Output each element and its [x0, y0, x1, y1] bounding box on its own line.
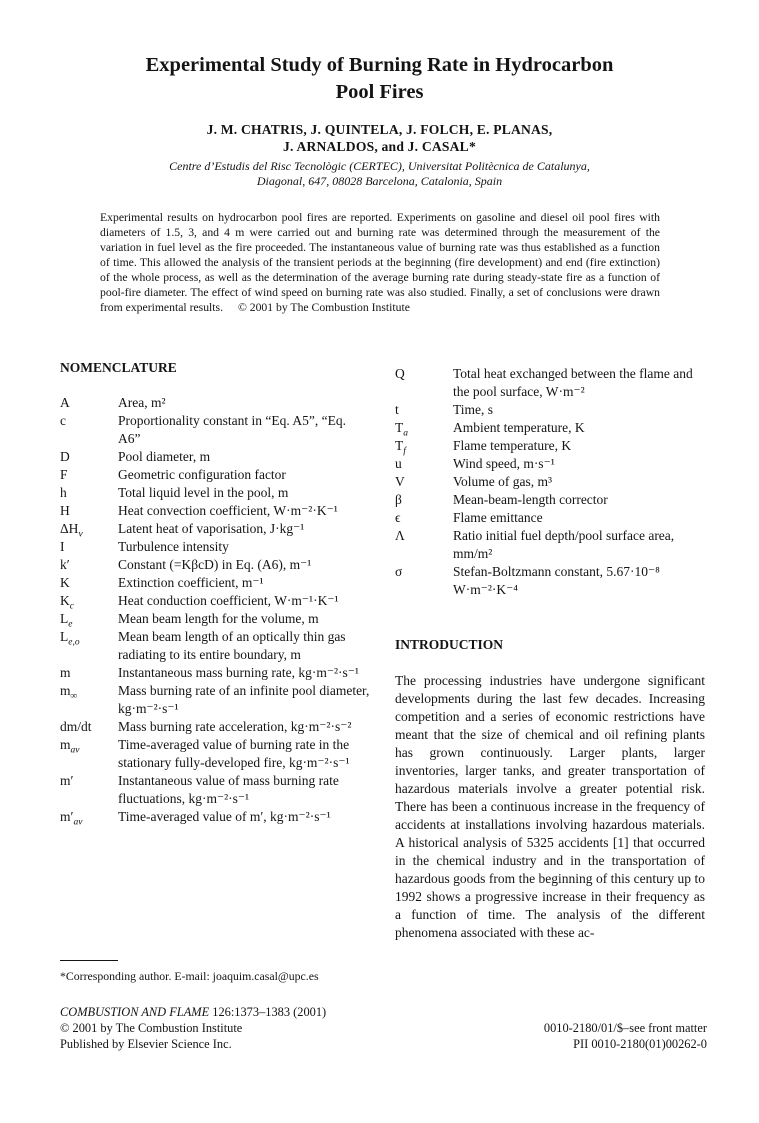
symbol: m′ — [60, 773, 74, 788]
definition: Mass burning rate acceleration, kg·m⁻²·s⁻² — [118, 719, 352, 734]
definition: Proportionality constant in “Eq. A5”, “Eq. A6” — [118, 413, 346, 446]
pii-line: PII 0010-2180(01)00262-0 — [573, 1037, 707, 1051]
definition: Total heat exchanged between the flame and the pool surface, W·m⁻² — [453, 366, 693, 399]
symbol: $\Delta H_v$ — [60, 521, 83, 540]
definition: Mean beam length of an optically thin gas radiating to its entire boundary, m — [118, 629, 346, 662]
journal-citation — [60, 1004, 326, 1020]
introduction-heading: INTRODUCTION — [395, 637, 504, 652]
symbol: m — [60, 665, 71, 680]
journal-volume-pages: 126:1373–1383 (2001) — [209, 1005, 327, 1019]
definition: Instantaneous value of mass burning rate fluctuations, kg·m⁻²·s⁻¹ — [118, 773, 339, 806]
page-title — [0, 0, 759, 106]
abstract-text: Experimental results on hydrocarbon pool fires are reported. Experiments on gasoline and diesel oil pool fires with diameters of 1.5, 3, and 4 m were carried out and burning rate was determined through the measurement of the variation in fuel level as the fire proceeded. The instantaneous value of burning rate was thus established as a function of time. This allowed the analysis of the transient periods at the beginning (fire development) and end (fire extinction) of the whole process, as well as the determination of the average burning rate during steady-state fire as a function of pool-fire diameter. The effect of wind speed on burning rate was also studied. Finally, a set of conclusions were drawn from experimental results. — [100, 211, 660, 314]
nomenclature-entry — [395, 455, 705, 473]
nomenclature-entry — [60, 556, 370, 574]
definition: Instantaneous mass burning rate, kg·m⁻²·s⁻¹ — [118, 665, 359, 680]
publisher-line: Published by Elsevier Science Inc. — [60, 1037, 232, 1051]
definition: Turbulence intensity — [118, 539, 229, 554]
nomenclature-entry — [60, 682, 370, 718]
symbol: I — [60, 539, 65, 554]
journal-name: COMBUSTION AND FLAME — [60, 1005, 210, 1019]
definition: Pool diameter, m — [118, 449, 211, 464]
nomenclature-entry — [60, 520, 370, 538]
title-line-2: Pool Fires — [335, 81, 424, 103]
journal-info — [60, 1004, 326, 1052]
two-column-body — [60, 359, 759, 942]
authors-line-1: J. M. CHATRIS, J. QUINTELA, J. FOLCH, E. PLANAS, — [206, 122, 553, 137]
definition: Time-averaged value of burning rate in the stationary fully-developed fire, kg·m⁻²·s⁻¹ — [118, 737, 350, 770]
symbol: t — [395, 402, 399, 417]
definition: Wind speed, m·s⁻¹ — [453, 456, 555, 471]
introduction-paragraph: The processing industries have undergone significant developments during the last few decades. Increasing competition and a series of economic restrictions have meant that the size of chemical and oil refining plants has grown continuously. Larger plants, larger inventories, larger tanks, and greater transportation of hazardous materials involve a greater potential risk. There has been a continuous increase in the frequency of accidents at installations involving hazardous materials. A historical analysis of 5325 accidents [1] that occurred in the chemical industry and in the transportation of hazardous goods from the beginning of this century up to 1992 shows a progressive increase in their frequency as a function of time. The analysis of the different phenomena associated with these ac- — [395, 673, 705, 940]
definition: Extinction coefficient, m⁻¹ — [118, 575, 264, 590]
title-line-1: Experimental Study of Burning Rate in Hydrocarbon — [145, 54, 614, 76]
nomenclature-list-left — [60, 394, 370, 826]
left-column — [60, 359, 370, 942]
symbol: D — [60, 449, 70, 464]
definition: Mean beam length for the volume, m — [118, 611, 319, 626]
definition: Time, s — [453, 402, 494, 417]
footnote — [60, 960, 378, 984]
symbol: V — [395, 474, 405, 489]
symbol: $T_a$ — [395, 420, 408, 439]
nomenclature-entry — [395, 563, 705, 599]
nomenclature-entry — [60, 448, 370, 466]
definition: Latent heat of vaporisation, J·kg⁻¹ — [118, 521, 305, 536]
nomenclature-entry — [60, 718, 370, 736]
symbol: β — [395, 492, 402, 507]
copyright-line: © 2001 by The Combustion Institute — [60, 1021, 243, 1035]
symbol: Λ — [395, 528, 405, 543]
definition: Heat conduction coefficient, W·m⁻¹·K⁻¹ — [118, 593, 339, 608]
nomenclature-entry — [60, 772, 370, 808]
definition: Ambient temperature, K — [453, 420, 585, 435]
nomenclature-entry — [60, 628, 370, 664]
authors-line-2: J. ARNALDOS, and J. CASAL* — [283, 139, 476, 154]
symbol: $m'_{av}$ — [60, 809, 83, 828]
symbol: σ — [395, 564, 403, 579]
definition: Mean-beam-length corrector — [453, 492, 608, 507]
symbol: $K_c$ — [60, 593, 74, 612]
symbol: $m_\infty$ — [60, 683, 78, 702]
symbol: H — [60, 503, 70, 518]
issn-line: 0010-2180/01/$–see front matter — [543, 1021, 707, 1035]
authors — [0, 121, 759, 155]
nomenclature-list-right — [395, 365, 705, 599]
nomenclature-entry — [60, 574, 370, 592]
definition: Flame temperature, K — [453, 438, 572, 453]
nomenclature-entry — [395, 365, 705, 401]
symbol: $m_{av}$ — [60, 737, 80, 756]
nomenclature-entry — [395, 491, 705, 509]
nomenclature-entry — [60, 484, 370, 502]
definition: Time-averaged value of m′, kg·m⁻²·s⁻¹ — [118, 809, 331, 824]
definition: Geometric configuration factor — [118, 467, 286, 482]
nomenclature-entry — [60, 808, 370, 826]
nomenclature-entry — [395, 437, 705, 455]
right-column — [395, 359, 705, 942]
symbol: $L_e$ — [60, 611, 73, 630]
nomenclature-entry — [60, 394, 370, 412]
nomenclature-entry — [60, 592, 370, 610]
symbol: Q — [395, 366, 405, 381]
symbol: u — [395, 456, 402, 471]
affiliation — [0, 159, 759, 189]
symbol: ϵ — [395, 510, 401, 525]
definition: Constant (=KβcD) in Eq. (A6), m⁻¹ — [118, 557, 312, 572]
nomenclature-entry — [60, 610, 370, 628]
nomenclature-entry — [60, 466, 370, 484]
nomenclature-entry — [395, 401, 705, 419]
definition: Area, m² — [118, 395, 166, 410]
nomenclature-entry — [395, 419, 705, 437]
symbol: h — [60, 485, 67, 500]
corresponding-author-note: *Corresponding author. E-mail: joaquim.casal@upc.es — [60, 969, 319, 983]
nomenclature-entry — [60, 412, 370, 448]
issn-pii-block — [544, 1020, 707, 1052]
symbol: K — [60, 575, 70, 590]
nomenclature-entry — [60, 502, 370, 520]
affiliation-line-1: Centre d’Estudis del Risc Tecnològic (CERTEC), Universitat Politècnica de Catalunya, — [169, 159, 590, 173]
symbol: k′ — [60, 557, 70, 572]
definition: Stefan-Boltzmann constant, 5.67·10⁻⁸ W·m⁻²·K⁻⁴ — [453, 564, 660, 597]
nomenclature-entry — [395, 473, 705, 491]
nomenclature-entry — [60, 736, 370, 772]
symbol: dm/dt — [60, 719, 92, 734]
abstract — [100, 210, 660, 315]
definition: Ratio initial fuel depth/pool surface area, mm/m² — [453, 528, 675, 561]
nomenclature-entry — [60, 538, 370, 556]
definition: Mass burning rate of an infinite pool diameter, kg·m⁻²·s⁻¹ — [118, 683, 370, 716]
symbol: $T_f$ — [395, 438, 406, 457]
nomenclature-entry — [395, 509, 705, 527]
definition: Volume of gas, m³ — [453, 474, 553, 489]
nomenclature-heading: NOMENCLATURE — [60, 360, 177, 375]
definition: Heat convection coefficient, W·m⁻²·K⁻¹ — [118, 503, 338, 518]
nomenclature-entry — [60, 664, 370, 682]
definition: Flame emittance — [453, 510, 543, 525]
symbol: A — [60, 395, 70, 410]
symbol: c — [60, 413, 66, 428]
symbol: $L_{e,o}$ — [60, 629, 80, 648]
affiliation-line-2: Diagonal, 647, 08028 Barcelona, Catalonia, Spain — [256, 174, 503, 188]
abstract-copyright: © 2001 by The Combustion Institute — [237, 301, 410, 314]
footnote-rule — [60, 960, 118, 961]
definition: Total liquid level in the pool, m — [118, 485, 289, 500]
symbol: F — [60, 467, 68, 482]
nomenclature-entry — [395, 527, 705, 563]
